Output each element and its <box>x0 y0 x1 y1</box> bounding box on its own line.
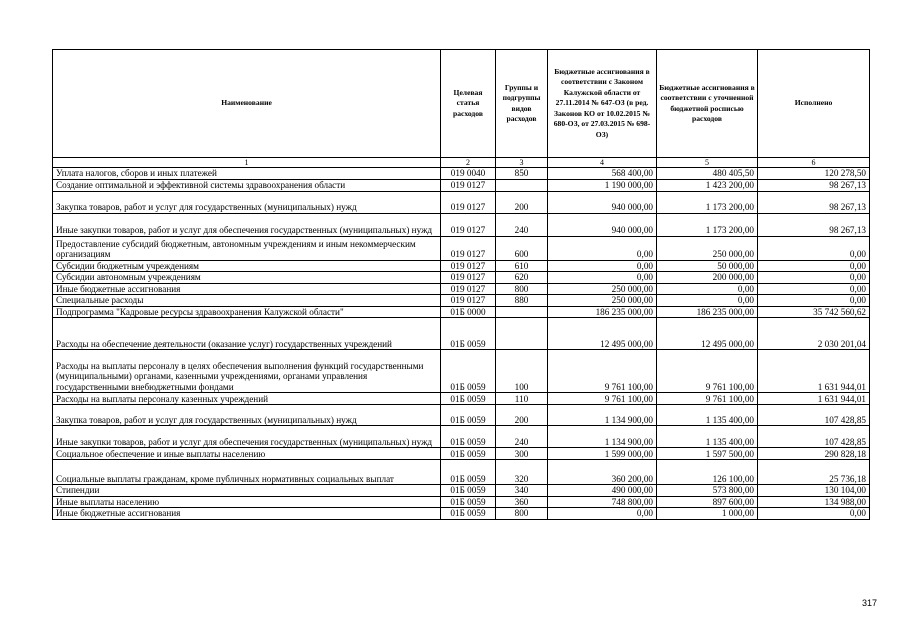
header-executed: Исполнено <box>758 50 870 158</box>
table-row <box>53 405 870 426</box>
row-name: Расходы на обеспечение деятельности (оказание услуг) государственных учреждений <box>53 318 441 350</box>
row-assigned: 250 000,00 <box>548 295 657 307</box>
row-executed: 0,00 <box>758 272 870 284</box>
table-row <box>53 236 870 260</box>
row-name: Социальное обеспечение и иные выплаты населению <box>53 448 441 460</box>
row-refined: 1 423 200,00 <box>657 179 758 191</box>
table-row <box>53 426 870 448</box>
row-assigned: 9 761 100,00 <box>548 350 657 393</box>
row-name: Уплата налогов, сборов и иных платежей <box>53 168 441 180</box>
row-expense-group: 110 <box>496 393 548 405</box>
row-target-article: 019 0127 <box>441 260 496 272</box>
row-refined: 1 000,00 <box>657 508 758 520</box>
row-expense-group: 240 <box>496 426 548 448</box>
row-name: Субсидии бюджетным учреждениям <box>53 260 441 272</box>
row-refined: 50 000,00 <box>657 260 758 272</box>
row-assigned: 1 134 900,00 <box>548 426 657 448</box>
row-executed: 120 278,50 <box>758 168 870 180</box>
table-row <box>53 213 870 236</box>
row-expense-group: 850 <box>496 168 548 180</box>
row-assigned: 360 200,00 <box>548 460 657 485</box>
row-name: Иные закупки товаров, работ и услуг для обеспечения государственных (муниципальных) нужд <box>53 213 441 236</box>
column-number: 1 <box>53 158 441 168</box>
row-name: Иные бюджетные ассигнования <box>53 508 441 520</box>
row-executed: 290 828,18 <box>758 448 870 460</box>
row-expense-group: 610 <box>496 260 548 272</box>
row-target-article: 019 0127 <box>441 272 496 284</box>
row-executed: 35 742 560,62 <box>758 306 870 318</box>
row-executed: 25 736,18 <box>758 460 870 485</box>
row-name: Подпрограмма "Кадровые ресурсы здравоохранения Калужской области" <box>53 306 441 318</box>
row-assigned: 250 000,00 <box>548 283 657 295</box>
header-expense-group: Группы и подгруппы видов расходов <box>496 50 548 158</box>
row-refined: 1 135 400,00 <box>657 405 758 426</box>
row-refined: 126 100,00 <box>657 460 758 485</box>
row-target-article: 01Б 0059 <box>441 485 496 497</box>
header-row <box>53 50 870 158</box>
column-number-row <box>53 158 870 168</box>
column-number: 6 <box>758 158 870 168</box>
table-row <box>53 295 870 307</box>
header-refined-assignment: Бюджетные ассигнования в соответствии с уточненной бюджетной росписью расходов <box>657 50 758 158</box>
row-expense-group <box>496 318 548 350</box>
row-expense-group: 360 <box>496 496 548 508</box>
table-row <box>53 460 870 485</box>
row-target-article: 01Б 0059 <box>441 448 496 460</box>
row-executed: 0,00 <box>758 295 870 307</box>
row-name: Иные выплаты населению <box>53 496 441 508</box>
row-executed: 0,00 <box>758 236 870 260</box>
row-executed: 98 267,13 <box>758 213 870 236</box>
header-name: Наименование <box>53 50 441 158</box>
row-expense-group: 620 <box>496 272 548 284</box>
row-executed: 1 631 944,01 <box>758 350 870 393</box>
row-refined: 1 173 200,00 <box>657 191 758 213</box>
table-row <box>53 260 870 272</box>
row-target-article: 019 0127 <box>441 236 496 260</box>
table-row <box>53 448 870 460</box>
row-refined: 1 173 200,00 <box>657 213 758 236</box>
row-assigned: 1 190 000,00 <box>548 179 657 191</box>
row-refined: 1 135 400,00 <box>657 426 758 448</box>
row-expense-group: 320 <box>496 460 548 485</box>
table-body <box>53 168 870 520</box>
column-number: 5 <box>657 158 758 168</box>
row-executed: 0,00 <box>758 283 870 295</box>
page-number: 317 <box>861 598 877 608</box>
row-executed: 0,00 <box>758 508 870 520</box>
table-row <box>53 272 870 284</box>
row-name: Предоставление субсидий бюджетным, автономным учреждениям и иным некоммерческим организациям <box>53 236 441 260</box>
row-name: Стипендии <box>53 485 441 497</box>
row-expense-group: 600 <box>496 236 548 260</box>
row-expense-group: 200 <box>496 405 548 426</box>
row-refined: 0,00 <box>657 295 758 307</box>
row-assigned: 748 800,00 <box>548 496 657 508</box>
row-target-article: 01Б 0059 <box>441 508 496 520</box>
row-expense-group: 300 <box>496 448 548 460</box>
row-target-article: 01Б 0059 <box>441 426 496 448</box>
row-target-article: 019 0127 <box>441 295 496 307</box>
row-name: Расходы на выплаты персоналу казенных учреждений <box>53 393 441 405</box>
row-target-article: 01Б 0059 <box>441 350 496 393</box>
row-executed: 107 428,85 <box>758 405 870 426</box>
row-name: Закупка товаров, работ и услуг для государственных (муниципальных) нужд <box>53 405 441 426</box>
row-refined: 9 761 100,00 <box>657 393 758 405</box>
row-assigned: 0,00 <box>548 508 657 520</box>
header-assigned-by-law: Бюджетные ассигнования в соответствии с Законом Калужской области от 27.11.2014 № 647-ОЗ (в ред. Законов КО от 10.02.2015 № 680-ОЗ, от 27.03.2015 № 698-ОЗ) <box>548 50 657 158</box>
table-row <box>53 168 870 180</box>
row-target-article: 019 0127 <box>441 191 496 213</box>
row-assigned: 12 495 000,00 <box>548 318 657 350</box>
row-refined: 573 800,00 <box>657 485 758 497</box>
row-refined: 9 761 100,00 <box>657 350 758 393</box>
row-refined: 200 000,00 <box>657 272 758 284</box>
row-refined: 250 000,00 <box>657 236 758 260</box>
row-executed: 98 267,13 <box>758 191 870 213</box>
table-row <box>53 508 870 520</box>
row-assigned: 1 134 900,00 <box>548 405 657 426</box>
row-name: Социальные выплаты гражданам, кроме публичных нормативных социальных выплат <box>53 460 441 485</box>
header-target-article: Целевая статья расходов <box>441 50 496 158</box>
row-target-article: 019 0127 <box>441 283 496 295</box>
row-target-article: 01Б 0059 <box>441 393 496 405</box>
table-row <box>53 191 870 213</box>
row-executed: 107 428,85 <box>758 426 870 448</box>
row-refined: 480 405,50 <box>657 168 758 180</box>
row-executed: 2 030 201,04 <box>758 318 870 350</box>
row-assigned: 186 235 000,00 <box>548 306 657 318</box>
row-executed: 130 104,00 <box>758 485 870 497</box>
row-assigned: 9 761 100,00 <box>548 393 657 405</box>
row-executed: 1 631 944,01 <box>758 393 870 405</box>
row-target-article: 01Б 0059 <box>441 318 496 350</box>
row-refined: 12 495 000,00 <box>657 318 758 350</box>
row-expense-group <box>496 179 548 191</box>
row-expense-group: 800 <box>496 283 548 295</box>
row-expense-group: 100 <box>496 350 548 393</box>
row-assigned: 940 000,00 <box>548 213 657 236</box>
row-refined: 1 597 500,00 <box>657 448 758 460</box>
row-target-article: 01Б 0059 <box>441 460 496 485</box>
row-name: Расходы на выплаты персоналу в целях обеспечения выполнения функций государственными (муниципальными) органами, казенными учреждениями, органами управления государственными внебюджетными фондами <box>53 350 441 393</box>
row-expense-group: 340 <box>496 485 548 497</box>
row-refined: 186 235 000,00 <box>657 306 758 318</box>
table-row <box>53 496 870 508</box>
row-target-article: 01Б 0059 <box>441 405 496 426</box>
table-row <box>53 179 870 191</box>
table-row <box>53 318 870 350</box>
table-row <box>53 306 870 318</box>
table-row <box>53 350 870 393</box>
row-refined: 0,00 <box>657 283 758 295</box>
row-target-article: 01Б 0059 <box>441 496 496 508</box>
row-expense-group: 800 <box>496 508 548 520</box>
row-assigned: 490 000,00 <box>548 485 657 497</box>
row-executed: 134 988,00 <box>758 496 870 508</box>
budget-table <box>52 49 870 520</box>
row-target-article: 01Б 0000 <box>441 306 496 318</box>
row-name: Специальные расходы <box>53 295 441 307</box>
row-expense-group <box>496 306 548 318</box>
row-executed: 98 267,13 <box>758 179 870 191</box>
table-row <box>53 485 870 497</box>
row-assigned: 940 000,00 <box>548 191 657 213</box>
row-target-article: 019 0040 <box>441 168 496 180</box>
row-name: Закупка товаров, работ и услуг для государственных (муниципальных) нужд <box>53 191 441 213</box>
row-assigned: 0,00 <box>548 236 657 260</box>
column-number: 3 <box>496 158 548 168</box>
row-expense-group: 880 <box>496 295 548 307</box>
column-number: 4 <box>548 158 657 168</box>
table-row <box>53 393 870 405</box>
row-assigned: 568 400,00 <box>548 168 657 180</box>
row-expense-group: 240 <box>496 213 548 236</box>
row-refined: 897 600,00 <box>657 496 758 508</box>
row-target-article: 019 0127 <box>441 179 496 191</box>
row-name: Иные закупки товаров, работ и услуг для обеспечения государственных (муниципальных) нужд <box>53 426 441 448</box>
row-assigned: 1 599 000,00 <box>548 448 657 460</box>
row-assigned: 0,00 <box>548 272 657 284</box>
row-target-article: 019 0127 <box>441 213 496 236</box>
row-expense-group: 200 <box>496 191 548 213</box>
row-name: Иные бюджетные ассигнования <box>53 283 441 295</box>
row-assigned: 0,00 <box>548 260 657 272</box>
row-name: Создание оптимальной и эффективной системы здравоохранения области <box>53 179 441 191</box>
row-executed: 0,00 <box>758 260 870 272</box>
table-row <box>53 283 870 295</box>
column-number: 2 <box>441 158 496 168</box>
row-name: Субсидии автономным учреждениям <box>53 272 441 284</box>
